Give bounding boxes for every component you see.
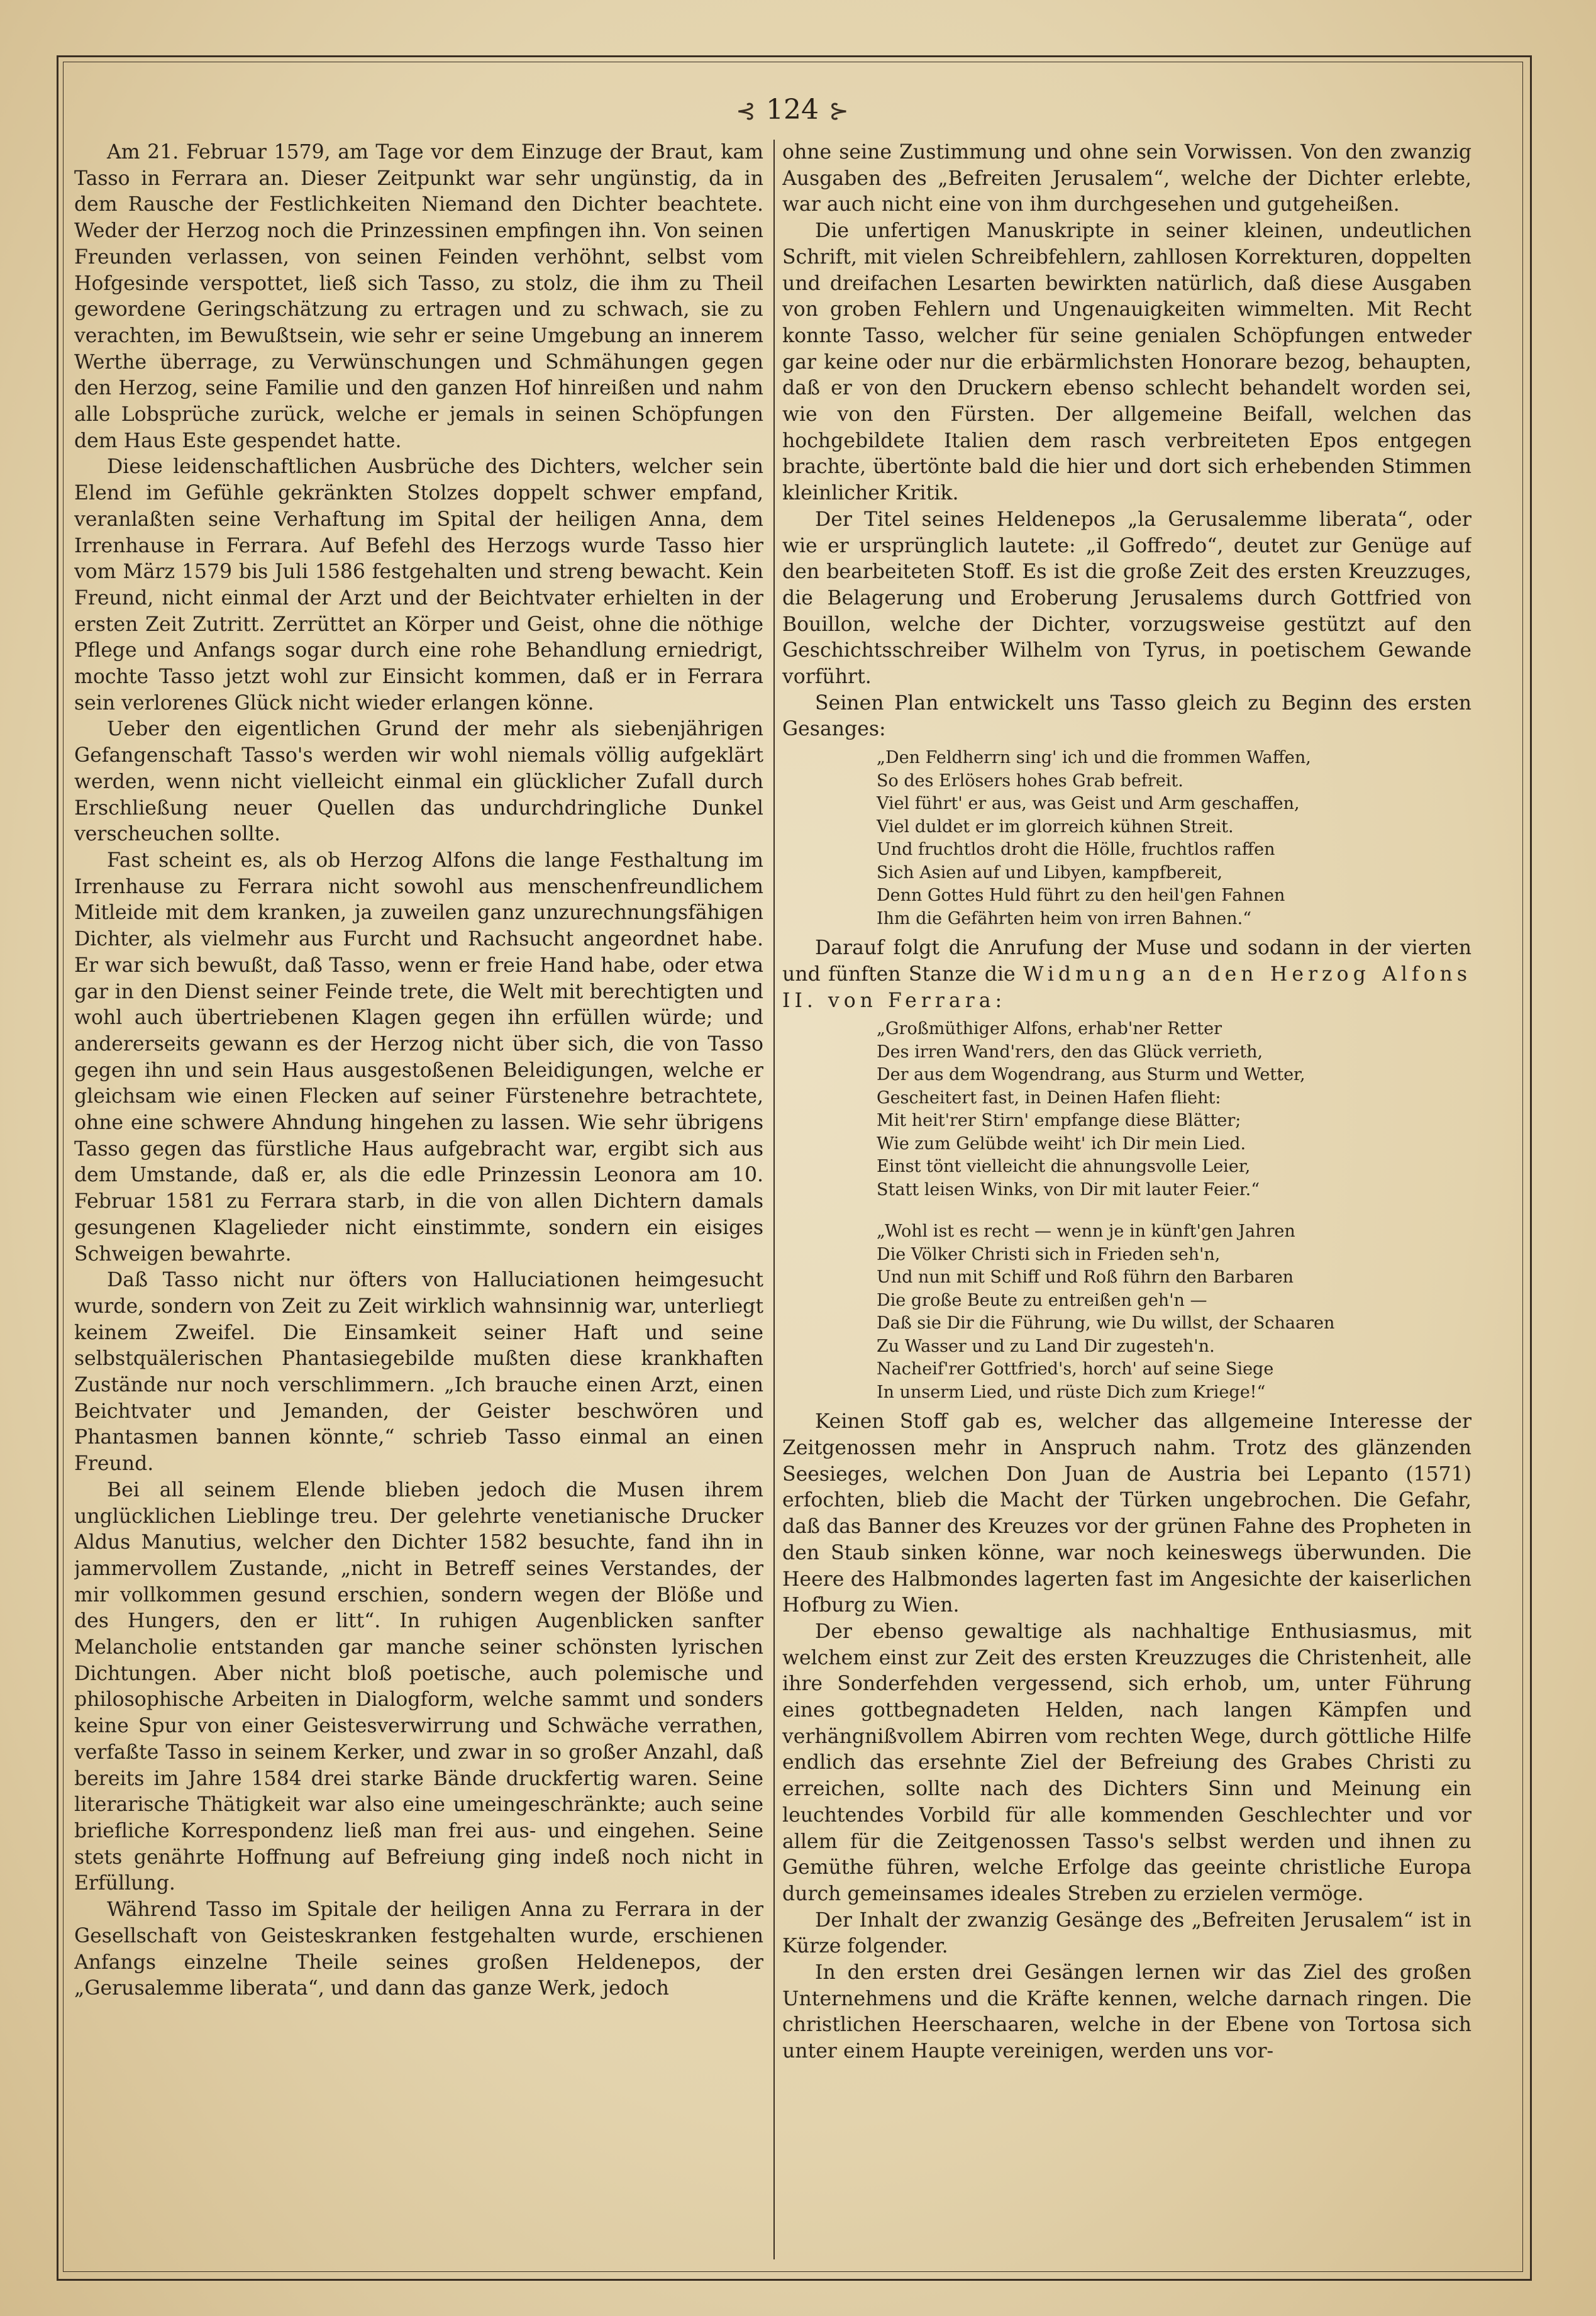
paragraph: Seinen Plan entwickelt uns Tasso gleich zu Beginn des ersten Gesanges: — [782, 691, 1471, 741]
paragraph: Daß Tasso nicht nur öfters von Halluciationen heimgesucht wurde, sondern von Zeit zu Zeit wirklich wahnsinnig war, unterliegt keinem Zweifel. Die Einsamkeit seiner Haft und seine selbstquälerischen Phantasiegebilde mußten diese krankhaften Zustände nur noch verschlimmern. „Ich brauche einen Arzt, einen Beichtvater und Jemanden, der Geister beschwören und Phantasmen bannen könnte,“ schrieb Tasso einmal an einen Freund. — [74, 1269, 763, 1476]
verse-line: Ihm die Gefährten heim von irren Bahnen.“ — [877, 908, 1251, 928]
column-divider — [773, 140, 775, 2259]
verse-stanza-1 — [782, 747, 1471, 930]
verse-line: Sich Asien auf und Libyen, kampfbereit, — [877, 862, 1223, 882]
paragraph: Die unfertigen Manuskripte in seiner kleinen, undeutlichen Schrift, mit vielen Schreibfehlern, zahllosen Korrekturen, doppelten und dreifachen Lesarten bewirkten natürlich, daß diese Ausgaben von groben Fehlern und Ungenauigkeiten wimmelten. Mit Recht konnte Tasso, welcher für seine genialen Schöpfungen entweder gar keine oder nur die erbärmlichsten Honorare bezog, behaupten, daß er von den Druckern ebenso schlecht behandelt worden sei, wie von den Fürsten. Der allgemeine Beifall, welchen das hochgebildete Italien dem rasch verbreiteten Epos entgegen brachte, übertönte bald die hier und dort sich erhebenden Stimmen kleinlicher Kritik. — [782, 220, 1471, 505]
verse-line: Statt leisen Winks, von Dir mit lauter Feier.“ — [877, 1179, 1260, 1200]
verse-line: Nacheif'rer Gottfried's, horch' auf seine Siege — [877, 1359, 1274, 1379]
verse-line: „Den Feldherrn sing' ich und die frommen Waffen, — [877, 748, 1311, 768]
verse-line: Und nun mit Schiff und Roß führn den Barbaren — [877, 1267, 1294, 1288]
verse-line: Der aus dem Wogendrang, aus Sturm und Wetter, — [877, 1065, 1305, 1085]
verse-line: Wie zum Gelübde weiht' ich Dir mein Lied. — [877, 1133, 1246, 1154]
verse-line: Viel führt' er aus, was Geist und Arm geschaffen, — [877, 794, 1300, 814]
verse-line: So des Erlösers hohes Grab befreit. — [877, 771, 1183, 791]
verse-line: Des irren Wand'rers, den das Glück verrieth, — [877, 1042, 1263, 1062]
ornament-left-icon: ⊰ — [736, 97, 756, 125]
page-header — [63, 88, 1522, 132]
page-number: 124 — [766, 94, 819, 126]
verse-line: Denn Gottes Huld führt zu den heil'gen Fahnen — [877, 886, 1285, 906]
verse-line: Zu Wasser und zu Land Dir zugesteh'n. — [877, 1336, 1215, 1356]
paragraph-text: : — [995, 989, 1002, 1012]
verse-line: Die Völker Christi sich in Frieden seh'n, — [877, 1244, 1221, 1264]
paragraph-text: Darauf folgt die Anrufung der Muse und sodann in der vierten und fünften Stanze die — [782, 937, 1471, 986]
paragraph: Bei all seinem Elende blieben jedoch die Musen ihrem unglücklichen Lieblinge treu. Der gelehrte venetianische Drucker Aldus Manutius, welcher den Dichter 1582 besuchte, fand ihn in jammervollem Zustande, „nicht in Betreff seines Verstandes, der mir vollkommen gesund erschien, sondern wegen der Blöße und des Hungers, den er litt“. In ruhigen Augenblicken sanfter Melancholie entstanden gar manche seiner schönsten lyrischen Dichtungen. Aber nicht bloß poetische, auch polemische und philosophische Arbeiten in Dialogform, welche sammt und sonders keine Spur von einer Geistesverwirrung und Schwäche verrathen, verfaßte Tasso in seinem Kerker, und zwar in so großer Anzahl, daß bereits im Jahre 1584 drei starke Bände druckfertig waren. Seine literarische Thätigkeit war also eine umeingeschränkte; auch seine briefliche Korrespondenz ließ man frei aus- und eingehen. Seine stets genährte Hoffnung auf Befreiung ging indeß noch nicht in Erfüllung. — [74, 1478, 763, 1895]
stanza-gap — [877, 1201, 1471, 1220]
verse-line: „Großmüthiger Alfons, erhab'ner Retter — [877, 1019, 1222, 1039]
verse-line: Gescheitert fast, in Deinen Hafen flieht: — [877, 1088, 1221, 1108]
verse-line: Daß sie Dir die Führung, wie Du willst, der Schaaren — [877, 1313, 1335, 1333]
verse-line: Und fruchtlos droht die Hölle, fruchtlos raffen — [877, 840, 1275, 860]
paragraph: In den ersten drei Gesängen lernen wir das Ziel des großen Unternehmens und die Kräfte kennen, welche darnach ringen. Die christlichen Heerschaaren, welche in der Ebene von Tortosa sich unter einem Haupte vereinigen, werden uns vor- — [782, 1961, 1471, 2063]
verse-line: Einst tönt vielleicht die ahnungsvolle Leier, — [877, 1157, 1251, 1177]
paragraph: Diese leidenschaftlichen Ausbrüche des Dichters, welcher sein Elend im Gefühle gekränkten Stolzes doppelt schwer empfand, veranlaßten seine Verhaftung im Spital der heiligen Anna, dem Irrenhause in Ferrara. Auf Befehl des Herzogs wurde Tasso hier vom März 1579 bis Juli 1586 festgehalten und streng bewacht. Kein Freund, nicht einmal der Arzt und der Beichtvater erhielten in der ersten Zeit Zutritt. Zerrüttet an Körper und Geist, ohne die nöthige Pflege und Anfangs sogar durch eine rohe Behandlung erniedrigt, mochte Tasso jetzt wohl zur Einsicht kommen, daß er in Ferrara sein verlorenes Glück nicht wieder erlangen könne. — [74, 455, 763, 715]
paragraph: Der Titel seines Heldenepos „la Gerusalemme liberata“, oder wie er ursprünglich lautete: „il Goffredo“, deutet zur Genüge auf den bearbeiteten Stoff. Es ist die große Zeit des ersten Kreuzzuges, die Belagerung und Eroberung Jerusalems durch Gottfried von Bouillon, welche der Dichter, vorzugsweise gestützt auf den Geschichtsschreiber Wilhelm von Tyrus, in poetischem Gewande vorführt. — [782, 508, 1471, 689]
paragraph: Keinen Stoff gab es, welcher das allgemeine Interesse der Zeitgenossen mehr in Anspruch nahm. Trotz des glänzenden Seesieges, welchen Don Juan de Austria bei Lepanto (1571) erfochten, blieb die Macht der Türken ungebrochen. Die Gefahr, daß das Banner des Kreuzes vor der grünen Fahne des Propheten in den Staub sinken könne, war noch keineswegs überwunden. Die Heere des Halbmondes lagerten fast im Angesichte der kaiserlichen Hofburg zu Wien. — [782, 1410, 1471, 1617]
paragraph: Der Inhalt der zwanzig Gesänge des „Befreiten Jerusalem“ ist in Kürze folgender. — [782, 1908, 1471, 1958]
verse-line: „Wohl ist es recht — wenn je in künft'gen Jahren — [877, 1222, 1295, 1242]
verse-stanza-2 — [782, 1018, 1471, 1404]
paragraph: Während Tasso im Spitale der heiligen Anna zu Ferrara in der Gesellschaft von Geisteskranken festgehalten wurde, erschienen Anfangs einzelne Theile seines großen Heldenepos, der „Gerusalemme liberata“, und dann das ganze Werk, jedoch — [74, 1898, 763, 2000]
ornament-right-icon: ⊱ — [828, 97, 849, 125]
right-column — [782, 140, 1471, 2253]
paragraph: Ueber den eigentlichen Grund der mehr als siebenjährigen Gefangenschaft Tasso's werden wir wohl niemals völlig aufgeklärt werden, wenn nicht vielleicht einmal ein glücklicher Zufall durch Erschließung neuer Quellen das undurchdringliche Dunkel verscheuchen sollte. — [74, 718, 763, 846]
verse-line: In unserm Lied, und rüste Dich zum Kriege!“ — [877, 1382, 1266, 1402]
paragraph: Am 21. Februar 1579, am Tage vor dem Einzuge der Braut, kam Tasso in Ferrara an. Dieser Zeitpunkt war sehr ungünstig, da in dem Rausche der Festlichkeiten Niemand den Dichter beachtete. Weder der Herzog noch die Prinzessinen empfingen ihn. Von seinen Freunden verlassen, von seinen Feinden verhöhnt, selbst vom Hofgesinde verspottet, ließ sich Tasso, zu stolz, die ihm zu Theil gewordene Geringschätzung zu ertragen und zu schwach, sie zu verachten, im Bewußtsein, wie sehr er seine Umgebung an innerem Werthe überrage, zu Verwünschungen und Schmähungen gegen den Herzog, seine Familie und den ganzen Hof hinreißen und nahm alle Lobsprüche zurück, welche er jemals in seinen Schöpfungen dem Haus Este gespendet hatte. — [74, 141, 763, 452]
left-column — [74, 140, 763, 2253]
verse-line: Mit heit'rer Stirn' empfange diese Blätter; — [877, 1111, 1241, 1131]
spaced-dedication-text: Widmung an den Herzog Alfons II. von Ferrara — [782, 962, 1471, 1012]
paragraph — [782, 935, 1471, 1014]
paragraph: Fast scheint es, als ob Herzog Alfons die lange Festhaltung im Irrenhause zu Ferrara nicht sowohl aus menschenfreundlichem Mitleide mit dem kranken, ja zuweilen ganz unzurechnungsfähigen Dichter, als vielmehr aus Furcht und Rachsucht angeordnet habe. Er war sich bewußt, daß Tasso, wenn er freie Hand habe, oder etwa gar in den Dienst seiner Feinde trete, die Welt mit berechtigten und wohl auch übertriebenen Klagen gegen ihn erfüllen würde; und andererseits gewann es der Herzog nicht über sich, die von Tasso gegen ihn und sein Haus ausgestoßenen Beleidigungen, welche er gleichsam wie einen Flecken auf seiner Fürstenehre betrachtete, ohne eine schwere Ahndung hingehen zu lassen. Wie sehr übrigens Tasso gegen das fürstliche Haus aufgebracht war, ergibt sich aus dem Umstande, daß er, als die edle Prinzessin Leonora am 10. Februar 1581 zu Ferrara starb, in die von allen Dichtern damals gesungenen Klagelieder nicht einstimmte, sondern ein eisiges Schweigen bewahrte. — [74, 849, 763, 1266]
verse-line: Die große Beute zu entreißen geh'n — — [877, 1290, 1207, 1310]
paragraph: ohne seine Zustimmung und ohne sein Vorwissen. Von den zwanzig Ausgaben des „Befreiten Jerusalem“, welche der Dichter erlebte, war auch nicht eine von ihm durchgesehen und gutgeheißen. — [782, 141, 1471, 216]
verse-line: Viel duldet er im glorreich kühnen Streit. — [877, 816, 1234, 837]
paragraph: Der ebenso gewaltige als nachhaltige Enthusiasmus, mit welchem einst zur Zeit des ersten Kreuzzuges die Christenheit, alle ihre Sonderfehden vergessend, sich erhob, um, unter Führung eines gottbegnadeten Helden, nach langen Kämpfen und verhängnißvollem Abirren vom rechten Wege, durch göttliche Hilfe endlich das ersehnte Ziel der Befreiung des Grabes Christi zu erreichen, sollte nach des Dichters Sinn und Meinung ein leuchtendes Vorbild für alle kommenden Geschlechter und vor allem für die Zeitgenossen Tasso's selbst werden und ihnen zu Gemüthe führen, welche Erfolge das geeinte christliche Europa durch gemeinsames ideales Streben zu erzielen vermöge. — [782, 1620, 1471, 1905]
